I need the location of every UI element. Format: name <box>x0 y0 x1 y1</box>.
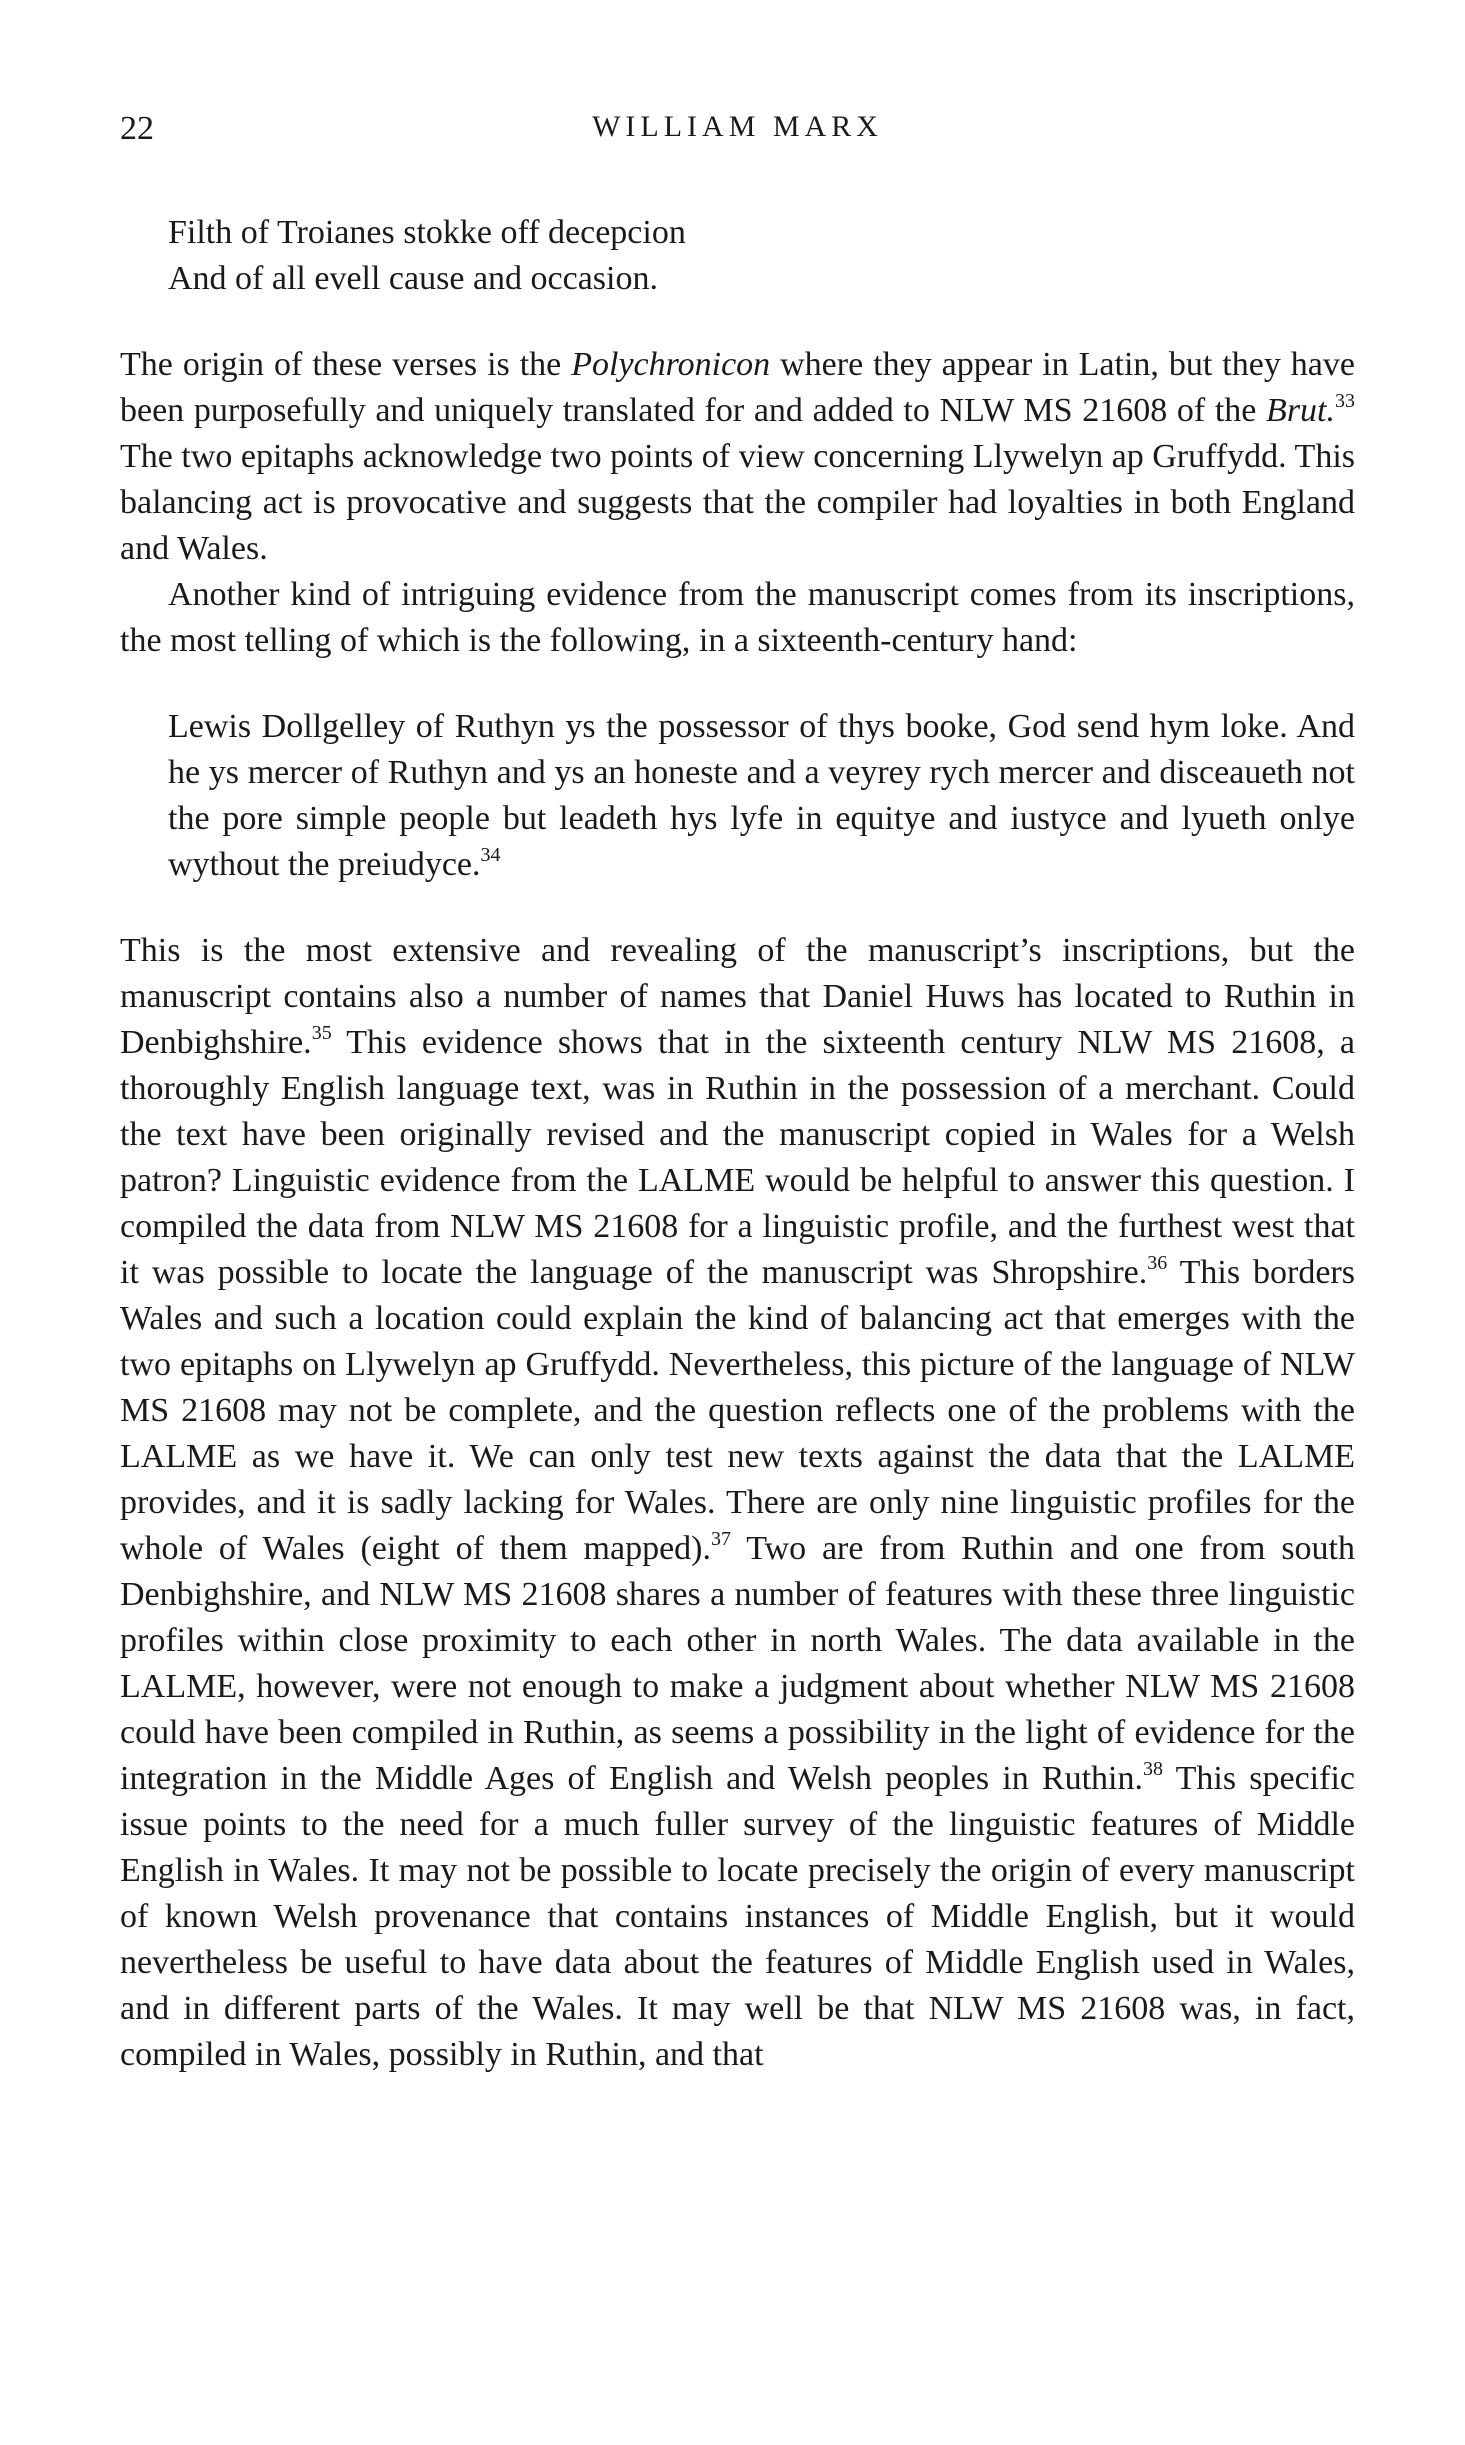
text-run: The two epitaphs acknowledge two points of view concerning Llywelyn ap Gruffydd. This balancing act is provocative and suggests that the compiler had loyalties in both England and Wales. <box>120 438 1355 567</box>
body-paragraph: Another kind of intriguing evidence from the manuscript comes from its inscriptions, the most telling of which is the following, in a sixteenth-century hand: <box>120 576 1355 659</box>
page <box>120 110 1355 2078</box>
italic-title: Brut. <box>1266 392 1335 429</box>
body-paragraph <box>120 342 1355 572</box>
text-run: This is the most extensive and revealing of the manuscript’s inscriptions, but the manuscript contains also a number of names that Daniel Huws has located to Ruthin in Denbighshire. <box>120 932 1355 1061</box>
block-quotation <box>168 704 1355 888</box>
text-run: where they appear in Latin, but they have been purposefully and uniquely translated for and added to NLW MS 21608 of the <box>120 346 1355 429</box>
text-run: This borders Wales and such a location could explain the kind of balancing act that emerges with the two epitaphs on Llywelyn ap Gruffydd. Nevertheless, this picture of the language of NLW MS 21608 may not be complete, and the question reflects one of the problems with the LALME as we have it. We can only test new texts against the data that the LALME provides, and it is sadly lacking for Wales. There are only nine linguistic profiles for the whole of Wales (eight of them mapped). <box>120 1254 1355 1567</box>
quote-text <box>168 704 1355 888</box>
page-header <box>120 110 1355 170</box>
footnote-ref: 38 <box>1143 1758 1164 1780</box>
verse-line: Filth of Troianes stokke off decepcion <box>168 214 686 251</box>
footnote-ref: 33 <box>1335 390 1355 412</box>
text-run: The origin of these verses is the <box>120 346 572 383</box>
footnote-ref: 37 <box>711 1528 731 1550</box>
footnote-ref: 34 <box>480 844 501 866</box>
text-run: Two are from Ruthin and one from south Denbighshire, and NLW MS 21608 shares a number of features with these three linguistic profiles within close proximity to each other in north Wales. The data available in the LALME, however, were not enough to make a judgment about whether NLW MS 21608 could have been compiled in Ruthin, as seems a possibility in the light of evidence for the integration in the Middle Ages of English and Welsh peoples in Ruthin. <box>120 1530 1355 1797</box>
footnote-ref: 36 <box>1147 1252 1168 1274</box>
footnote-ref: 35 <box>311 1022 332 1044</box>
italic-title: Polychronicon <box>571 346 771 383</box>
text-run: Lewis Dollgelley of Ruthyn ys the possessor of thys booke, God send hym loke. And he ys mercer of Ruthyn and ys an honeste and a veyrey rych mercer and disceaueth not the pore simple people but leadeth hys lyfe in equitye and iustyce and lyueth onlye wythout the preiudyce. <box>168 708 1355 883</box>
page-number: 22 <box>120 110 154 147</box>
running-head: WILLIAM MARX <box>592 110 883 143</box>
verse-line: And of all evell cause and occasion. <box>168 260 658 297</box>
text-run: This evidence shows that in the sixteenth century NLW MS 21608, a thoroughly English language text, was in Ruthin in the possession of a merchant. Could the text have been originally revised and the manuscript copied in Wales for a Welsh patron? Linguistic evidence from the LALME would be helpful to answer this question. I compiled the data from NLW MS 21608 for a linguistic profile, and the furthest west that it was possible to locate the language of the manuscript was Shropshire. <box>120 1024 1355 1291</box>
text-run: This specific issue points to the need for a much fuller survey of the linguistic features of Middle English in Wales. It may not be possible to locate precisely the origin of every manuscript of known Welsh provenance that contains instances of Middle English, but it would nevertheless be useful to have data about the features of Middle English used in Wales, and in different parts of the Wales. It may well be that NLW MS 21608 was, in fact, compiled in Wales, possibly in Ruthin, and that <box>120 1760 1355 2073</box>
body-paragraph <box>120 928 1355 2078</box>
verse-quotation <box>168 210 1355 302</box>
